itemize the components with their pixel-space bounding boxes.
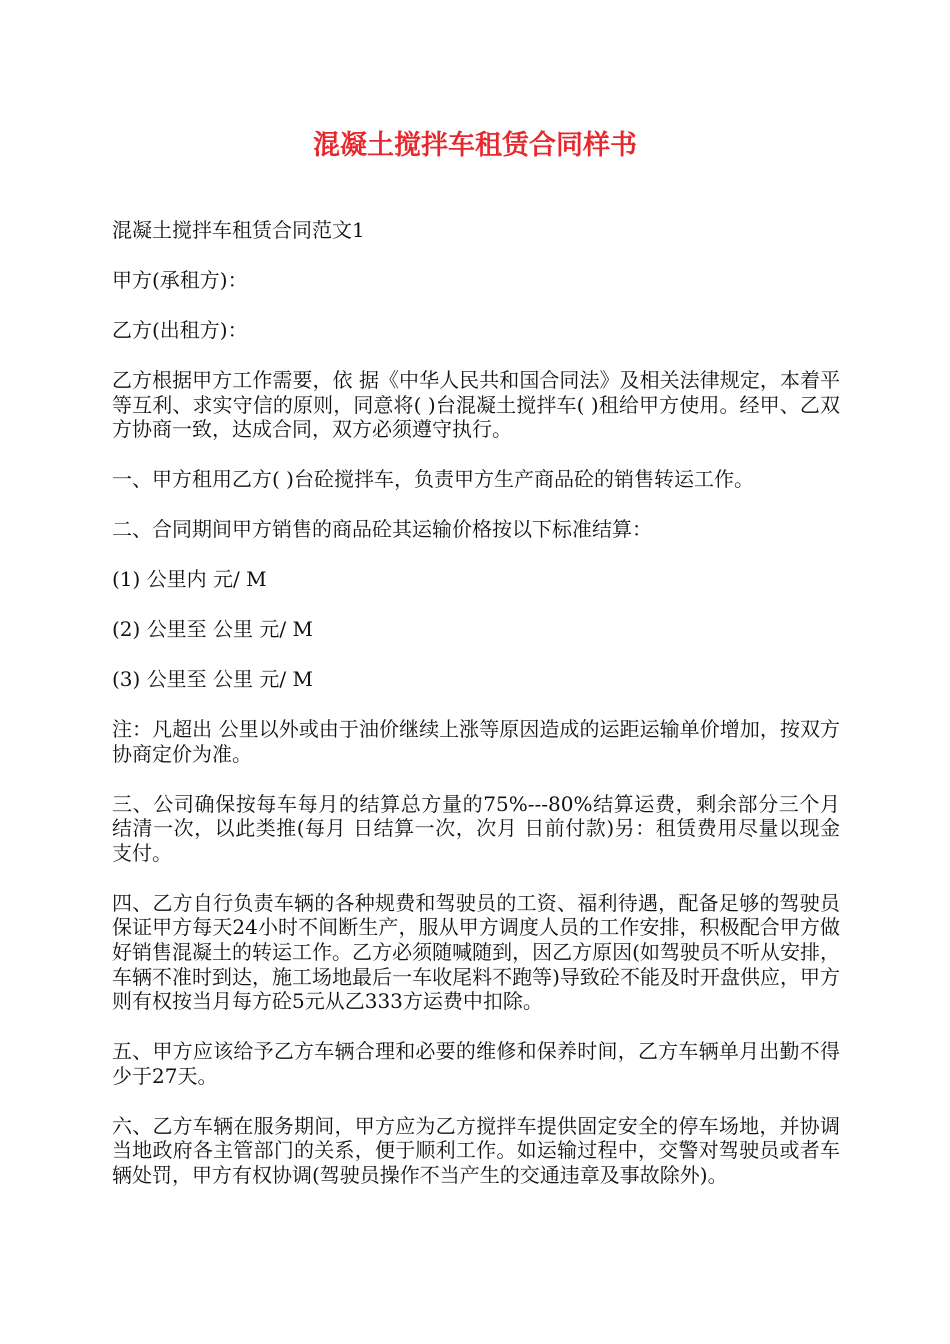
paragraph-clause-1: 一、甲方租用乙方( )台砼搅拌车，负责甲方生产商品砼的销售转运工作。 <box>112 467 754 492</box>
paragraph-note: 注：凡超出 公里以外或由于油价继续上涨等原因造成的运距运输单价增加，按双方协商定价为准。 <box>112 717 840 766</box>
paragraph-rate-1: (1) 公里内 元/ M <box>112 567 267 592</box>
paragraph-clause-2: 二、合同期间甲方销售的商品砼其运输价格按以下标准结算： <box>112 517 652 542</box>
paragraph-party-a: 甲方(承租方)： <box>112 267 248 292</box>
document-title: 混凝土搅拌车租赁合同样书 <box>313 130 637 161</box>
paragraph-clause-3: 三、公司确保按每车每月的结算总方量的75%---80%结算运费，剩余部分三个月结清一次，以此类推(每月 日结算一次，次月 日前付款)另：租赁费用尽量以现金支付。 <box>112 791 840 865</box>
paragraph-clause-4: 四、乙方自行负责车辆的各种规费和驾驶员的工资、福利待遇，配备足够的驾驶员保证甲方每天24小时不间断生产，服从甲方调度人员的工作安排，积极配合甲方做好销售混凝土的转运工作。乙方必须随喊随到，因乙方原因(如驾驶员不听从安排，车辆不准时到达，施工场地最后一车收尾料不跑等)导致砼不能及时开盘供应，甲方则有权按当月每方砼5元从乙333方运费中扣除。 <box>112 890 840 1014</box>
paragraph-rate-3: (3) 公里至 公里 元/ M <box>112 667 313 692</box>
paragraph-preamble: 乙方根据甲方工作需要，依 据《中华人民共和国合同法》及相关法律规定，本着平等互利、求实守信的原则，同意将( )台混凝土搅拌车( )租给甲方使用。经甲、乙双方协商一致，达成合同，双方必须遵守执行。 <box>112 367 840 442</box>
paragraph-heading: 混凝土搅拌车租赁合同范文1 <box>112 218 365 242</box>
paragraph-rate-2: (2) 公里至 公里 元/ M <box>112 617 313 642</box>
document-body <box>112 218 840 1213</box>
paragraph-clause-6: 六、乙方车辆在服务期间，甲方应为乙方搅拌车提供固定安全的停车场地，并协调当地政府各主管部门的关系，便于顺利工作。如运输过程中，交警对驾驶员或者车辆处罚，甲方有权协调(驾驶员操作不当产生的交通违章及事故除外)。 <box>112 1113 840 1187</box>
paragraph-party-b: 乙方(出租方)： <box>112 317 248 342</box>
paragraph-clause-5: 五、甲方应该给予乙方车辆合理和必要的维修和保养时间，乙方车辆单月出勤不得少于27天。 <box>112 1039 840 1088</box>
